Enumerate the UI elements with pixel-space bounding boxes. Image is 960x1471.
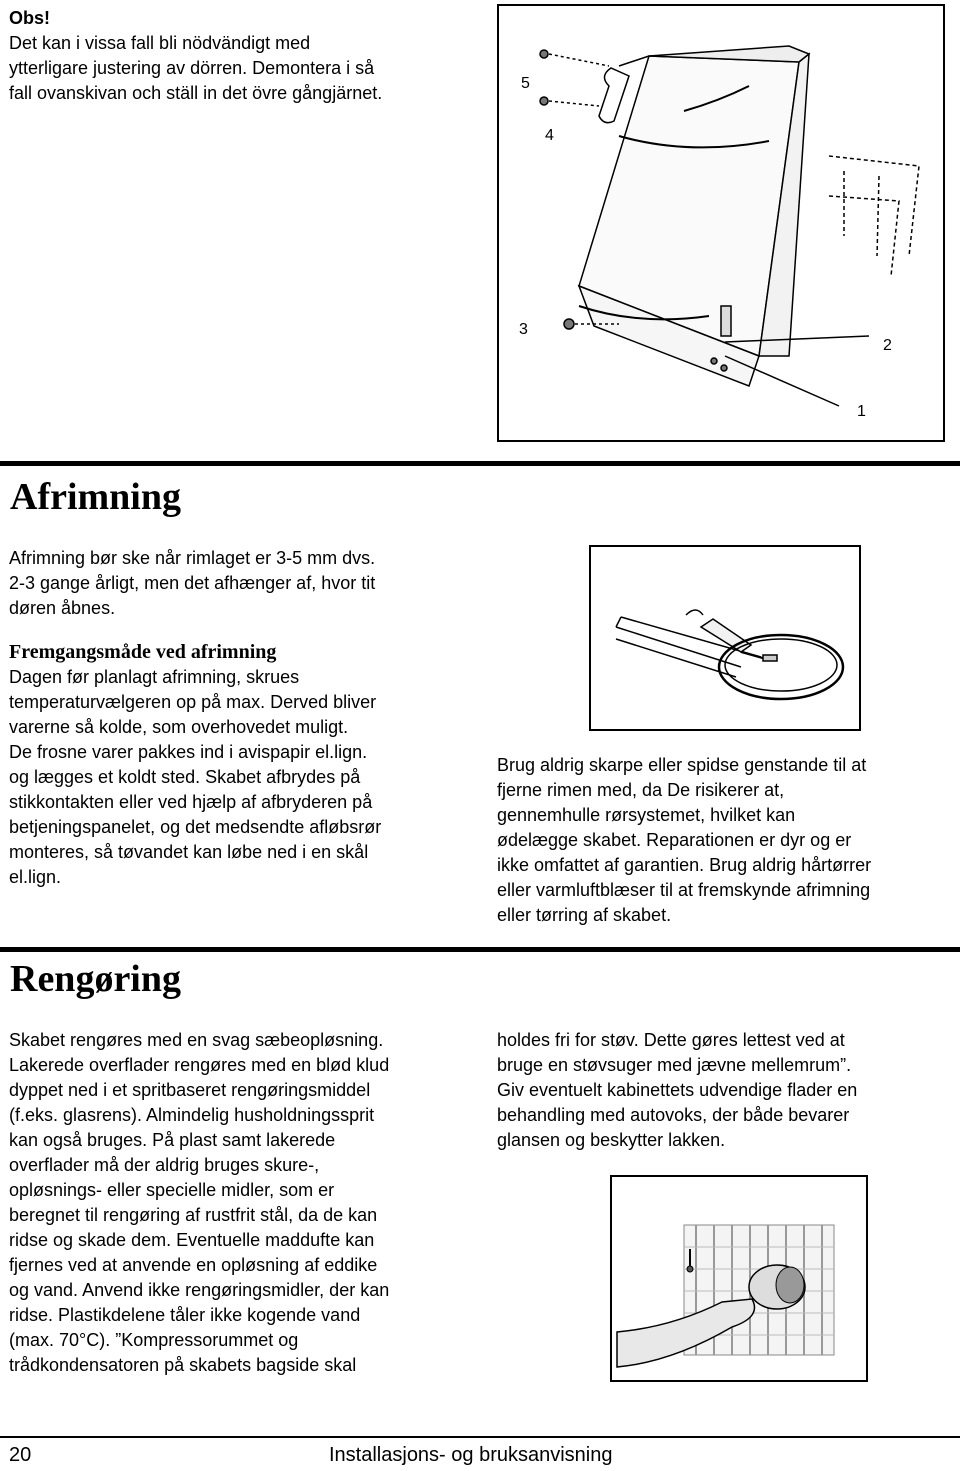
procedure-line: Dagen før planlagt afrimning, skrues [9,667,300,687]
warning-line: fjerne rimen med, da De risikerer at, [497,780,785,800]
section-divider [0,461,960,466]
notice-line: fall ovanskivan och ställ in det övre gångjärnet. [9,83,383,103]
procedure-line: varerne så kolde, som overhovedet muligt. [9,717,349,737]
rengoring-line: overflader må der aldrig bruges skure-, [9,1155,320,1175]
intro-line: 2-3 gange årligt, men det afhænger af, hvor tit [9,573,376,593]
condenser-cleaning-figure [610,1175,868,1382]
warning-line: ødelægge skabet. Reparationen er dyr og er [497,830,852,850]
rengoring-line: ridse og skade dem. Eventuelle maddufte kan [9,1230,375,1250]
rengoring-line: og vand. Anvend ikke rengøringsmidler, der kan [9,1280,390,1300]
procedure-line: betjeningspanelet, og det medsendte afløbsrør [9,817,382,837]
rengoring-line: bruge en støvsuger med jævne mellemrum”. [497,1055,852,1075]
notice-line: ytterligare justering av dörren. Demontera i så [9,58,375,78]
condenser-cleaning-illustration [612,1177,866,1380]
warning-line: eller tørring af skabet. [497,905,672,925]
rengoring-heading: Rengøring [10,958,181,1000]
notice-title: Obs! [9,8,51,28]
procedure-line: De frosne varer pakkes ind i avispapir el.lign. [9,742,368,762]
door-hinge-figure [497,4,945,442]
rengoring-line: fjernes ved at anvende en opløsning af eddike [9,1255,378,1275]
procedure-line: stikkontakten eller ved hjælp af afbryderen på [9,792,373,812]
afrimning-warning [497,753,957,928]
rengoring-left-column [9,1028,484,1378]
drain-pan-illustration [591,547,859,729]
warning-line: ikke omfattet af garantien. Brug aldrig hårtørrer [497,855,872,875]
callout-2: 2 [883,337,892,354]
warning-line: gennemhulle rørsystemet, hvilket kan [497,805,796,825]
rengoring-line: (f.eks. glasrens). Almindelig husholdningssprit [9,1105,375,1125]
door-hinge-illustration [499,6,943,440]
rengoring-line: beregnet til rengøring af rustfrit stål, da de kan [9,1205,378,1225]
callout-1: 1 [857,403,866,420]
procedure-line: temperaturvælgeren op på max. Derved bliver [9,692,377,712]
procedure-subheading: Fremgangsmåde ved afrimning [9,641,277,663]
rengoring-line: Skabet rengøres med en svag sæbeopløsning. [9,1030,384,1050]
section-divider [0,947,960,952]
rengoring-line: Lakerede overflader rengøres med en blød klud [9,1055,390,1075]
afrimning-procedure [9,640,484,890]
rengoring-line: kan også bruges. På plast samt lakerede [9,1130,336,1150]
rengoring-line: ridse. Plastikdelene tåler ikke kogende vand [9,1305,361,1325]
intro-line: Afrimning bør ske når rimlaget er 3-5 mm dvs. [9,548,376,568]
rengoring-line: holdes fri for støv. Dette gøres lettest ved at [497,1030,845,1050]
afrimning-heading: Afrimning [10,476,181,518]
callout-5: 5 [521,75,530,92]
drain-pan-figure [589,545,861,731]
footer-title: Installasjons- og bruksanvisning [329,1444,613,1466]
afrimning-intro [9,546,479,621]
footer-divider [0,1436,960,1438]
notice-block [9,6,479,106]
page-number: 20 [9,1444,32,1466]
rengoring-line: behandling med autovoks, der både bevarer [497,1105,850,1125]
rengoring-line: opløsnings- eller specielle midler, som er [9,1180,335,1200]
intro-line: døren åbnes. [9,598,116,618]
notice-line: Det kan i vissa fall bli nödvändigt med [9,33,311,53]
rengoring-line: dyppet ned i et spritbaseret rengøringsmiddel [9,1080,371,1100]
callout-3: 3 [519,321,528,338]
procedure-line: monteres, så tøvandet kan løbe ned i en skål [9,842,369,862]
rengoring-line: glansen og beskytter lakken. [497,1130,726,1150]
procedure-line: el.lign. [9,867,62,887]
warning-line: Brug aldrig skarpe eller spidse genstande til at [497,755,867,775]
procedure-line: og lægges et koldt sted. Skabet afbrydes på [9,767,361,787]
callout-4: 4 [545,127,554,144]
rengoring-right-column [497,1028,957,1153]
rengoring-line: trådkondensatoren på skabets bagside skal [9,1355,357,1375]
warning-line: eller varmluftblæser til at fremskynde afrimning [497,880,871,900]
rengoring-line: Giv eventuelt kabinettets udvendige flader en [497,1080,858,1100]
rengoring-line: (max. 70°C). ”Kompressorummet og [9,1330,299,1350]
